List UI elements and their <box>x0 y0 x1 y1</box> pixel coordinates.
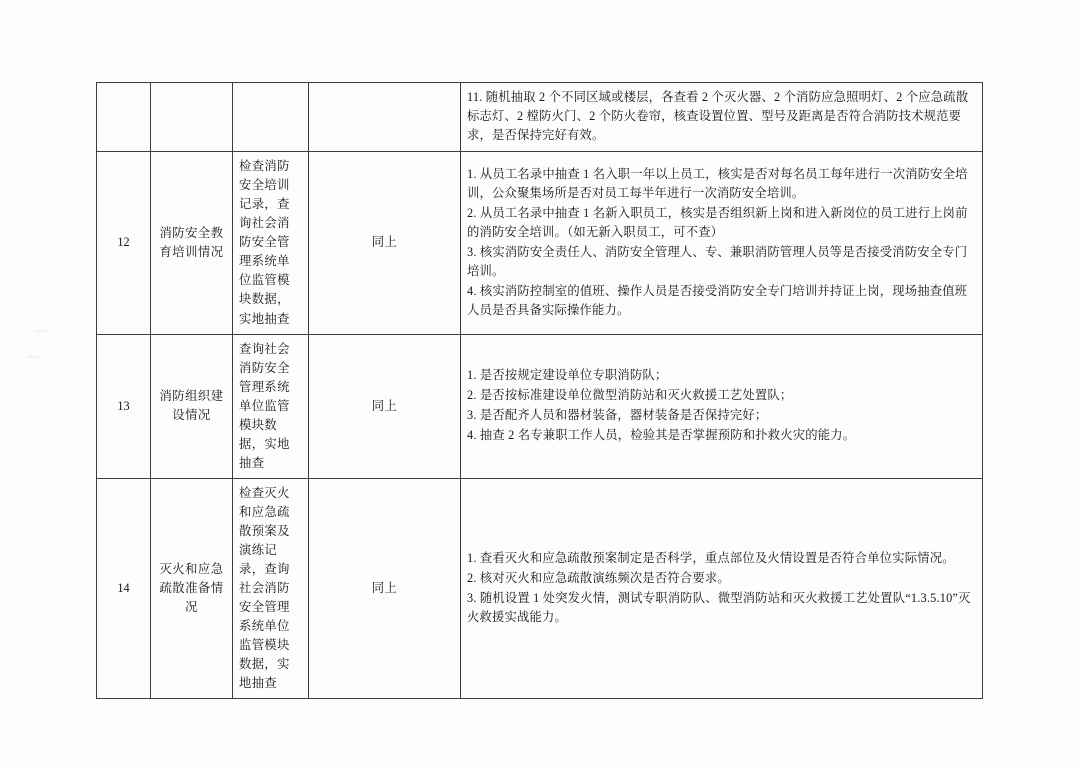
cell-inspection-item <box>151 83 233 152</box>
detail-line: 4. 核实消防控制室的值班、操作人员是否接受消防安全专门培训并持证上岗，现场抽查值班人员是否具备实际操作能力。 <box>467 283 968 317</box>
cell-sequence-number <box>97 83 151 152</box>
cell-sequence-number: 13 <box>97 334 151 478</box>
detail-line: 1. 从员工名录中抽查 1 名入职一年以上员工，核实是否对每名员工每年进行一次消防安全培训，公众聚集场所是否对员工每半年进行一次消防安全培训。 <box>467 166 968 200</box>
cell-inspection-basis: 同上 <box>309 152 461 334</box>
detail-line: 1. 查看灭火和应急疏散预案制定是否科学，重点部位及火情设置是否符合单位实际情况。 <box>467 551 955 566</box>
detail-line: 3. 核实消防安全责任人、消防安全管理人、专、兼职消防管理人员等是否接受消防安全专门培训。 <box>467 244 968 278</box>
cell-inspection-detail <box>461 152 983 334</box>
detail-line: 3. 是否配齐人员和器材装备，器材装备是否保持完好； <box>467 408 768 423</box>
cell-inspection-detail <box>461 83 983 152</box>
inspection-checklist-table <box>96 82 983 699</box>
scan-artifact <box>28 356 38 359</box>
scan-artifact <box>34 330 48 333</box>
detail-line: 11. 随机抽取 2 个不同区域或楼层，各查看 2 个灭火器、2 个消防应急照明灯、2 个应急疏散标志灯、2 樘防火门、2 个防火卷帘，核查设置位置、型号及距离是否符合消防技术规范要求，是否保持完好有效。 <box>467 90 969 143</box>
table-row <box>97 334 983 478</box>
cell-inspection-detail <box>461 478 983 699</box>
detail-line: 4. 抽查 2 名专兼职工作人员，检验其是否掌握预防和扑救火灾的能力。 <box>467 428 856 443</box>
cell-inspection-item: 灭火和应急疏散准备情况 <box>151 478 233 699</box>
cell-inspection-item: 消防组织建设情况 <box>151 334 233 478</box>
scan-artifact <box>120 38 160 39</box>
cell-sequence-number: 12 <box>97 152 151 334</box>
cell-inspection-method: 检查消防安全培训记录，查询社会消防安全管理系统单位监管模块数据，实地抽查 <box>233 152 309 334</box>
table-row <box>97 152 983 334</box>
cell-inspection-item: 消防安全教育培训情况 <box>151 152 233 334</box>
detail-line: 3. 随机设置 1 处突发火情，测试专职消防队、微型消防站和灭火救援工艺处置队“1.3.5.10”灭火救援实战能力。 <box>467 591 971 625</box>
cell-inspection-basis: 同上 <box>309 478 461 699</box>
detail-line: 2. 核对灭火和应急疏散演练频次是否符合要求。 <box>467 571 730 586</box>
table-row <box>97 83 983 152</box>
detail-line: 2. 是否按标准建设单位微型消防站和灭火救援工艺处置队； <box>467 388 793 403</box>
detail-line: 2. 从员工名录中抽查 1 名新入职员工，核实是否组织新上岗和进入新岗位的员工进行上岗前的消防安全培训。（如无新入职员工，可不查） <box>467 205 968 239</box>
cell-inspection-detail <box>461 334 983 478</box>
detail-line: 1. 是否按规定建设单位专职消防队； <box>467 368 668 383</box>
table-row <box>97 478 983 699</box>
cell-sequence-number: 14 <box>97 478 151 699</box>
cell-inspection-basis <box>309 83 461 152</box>
cell-inspection-method <box>233 83 309 152</box>
cell-inspection-method: 查询社会消防安全管理系统单位监管模块数据，实地抽查 <box>233 334 309 478</box>
cell-inspection-method: 检查灭火和应急疏散预案及演练记录，查询社会消防安全管理系统单位监管模块数据，实地抽查 <box>233 478 309 699</box>
cell-inspection-basis: 同上 <box>309 334 461 478</box>
